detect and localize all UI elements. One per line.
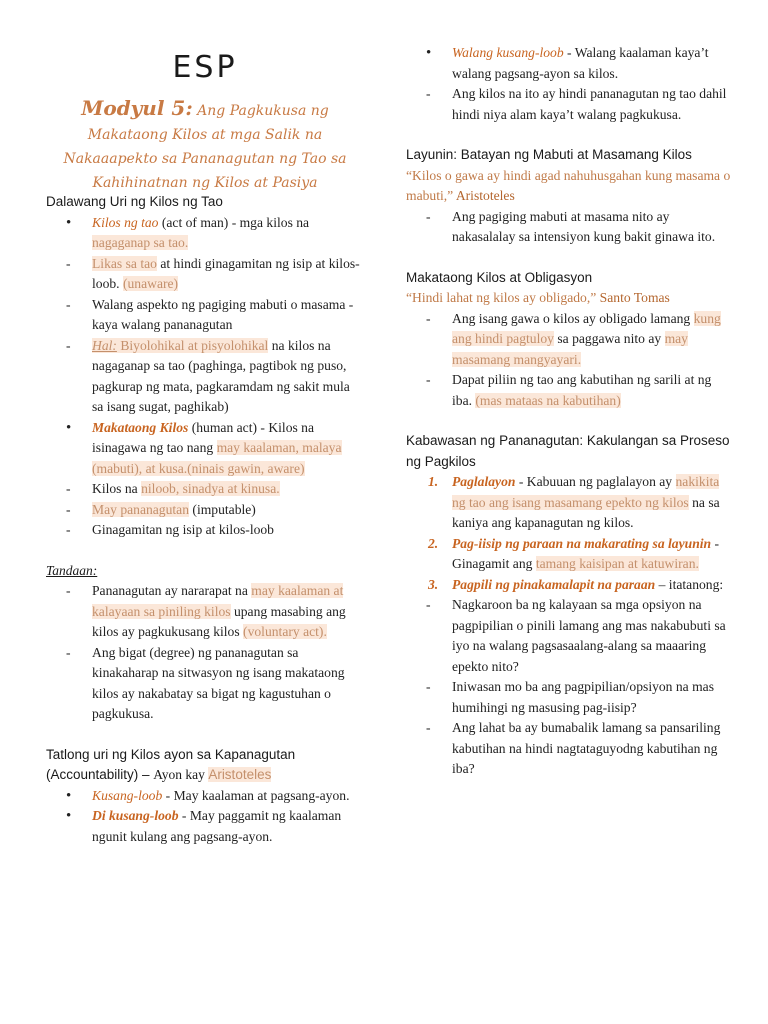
heading-text: Ayon kay	[153, 767, 209, 782]
text: Ang lahat ba ay bumabalik lamang sa pansariling kabutihan na hindi nagtataguyodng kabutihan ng iba?	[452, 720, 721, 776]
term-pag-iisip: Pag-iisip ng paraan na makarating sa layunin	[452, 535, 712, 551]
list-item	[46, 479, 364, 500]
page-title: ESP	[172, 50, 238, 85]
quote-text: “Kilos o gawa ay hindi agad nahuhusgahan kung masama o mabuti,”	[406, 167, 731, 203]
text: - May kaalaman at pagsang-ayon.	[162, 787, 350, 803]
spacer	[406, 411, 732, 431]
spacer	[46, 725, 364, 745]
list-item	[46, 254, 364, 295]
text: - May paggamit ng kaalaman ngunit kulang ang pagsang-ayon.	[92, 808, 342, 844]
quote-santo-tomas	[406, 288, 732, 309]
list-item	[406, 207, 732, 248]
list-item	[46, 295, 364, 336]
highlight: Biyolohikal at pisyolohikal	[116, 337, 269, 353]
quote-aristoteles	[406, 166, 732, 207]
quote-author: Aristoteles	[453, 188, 515, 203]
text: Dapat piliin ng tao ang kabutihan ng sarili at ng iba.	[452, 372, 712, 408]
quote-text: “Hindi lahat ng kilos ay obligado,”	[406, 290, 597, 305]
list-item	[406, 595, 732, 677]
list-item	[46, 213, 364, 254]
section-heading-tatlong-uri	[46, 745, 364, 786]
list-item	[46, 786, 364, 807]
text: - Kabuuan ng paglalayon ay	[515, 474, 676, 489]
text: - Walang kaalaman kaya’t walang pagsang-ayon sa kilos.	[452, 45, 709, 81]
term-paglalayon: Paglalayon	[452, 474, 516, 489]
term-kusang-loob: Kusang-loob	[92, 787, 163, 803]
list-item	[406, 472, 732, 534]
list-item	[406, 370, 732, 411]
list-item	[46, 336, 364, 418]
section-heading-uri: Dalawang Uri ng Kilos ng Tao	[46, 194, 223, 209]
list-item	[46, 581, 364, 643]
text: (act of man) - mga kilos na	[158, 214, 310, 230]
list-item	[406, 677, 732, 718]
heading-text: Tatlong uri ng Kilos ayon sa Kapanagutan (Accountability) –	[46, 746, 296, 782]
text: Ang pagiging mabuti at masama nito ay nakasalalay sa intensiyon kung bakit ginawa ito.	[452, 208, 716, 244]
text: Ang bigat (degree) ng pananagutan sa kinakaharap na sitwasyon ng isang makataong kilos ay nakabatay sa bigat ng kagustuhan o pagkukusa.	[92, 644, 345, 721]
module-title	[52, 96, 358, 195]
term-pagpili: Pagpili ng pinakamalapit na paraan	[452, 576, 656, 592]
text: sa paggawa nito ay	[553, 331, 665, 346]
text: Nagkaroon ba ng kalayaan sa mga opsiyon na pagpipilian o pinili lamang ang mas nakabubuti sa iyo na walang pagsasaalang-alang sa maaaring epekto nito?	[452, 597, 726, 674]
text: Pananagutan ay nararapat na	[92, 583, 252, 598]
right-column	[406, 43, 732, 780]
module-label: Modyul 5:	[81, 96, 193, 120]
text: – itatanong:	[655, 576, 724, 592]
text: Ang kilos na ito ay hindi pananagutan ng tao dahil hindi niya alam kaya’t walang pagkukusa.	[452, 86, 727, 122]
section-heading-kabawasan: Kabawasan ng Pananagutan: Kakulangan sa Proseso ng Pagkilos	[406, 433, 730, 469]
list-proseso	[406, 472, 732, 595]
list-layunin	[406, 207, 732, 248]
list-item	[46, 643, 364, 725]
quote-author: Santo Tomas	[596, 290, 670, 305]
term-makataong-kilos: Makataong Kilos	[92, 419, 189, 435]
highlight: (unaware)	[122, 276, 179, 291]
highlight: Aristoteles	[208, 767, 272, 782]
module-title-text: Ang Pagkukusa ng Makataong Kilos at mga Salik na Nakaaapekto sa Pananagutan ng Tao sa Kahihinatnan ng Kilos at Pasiya	[63, 103, 347, 191]
list-tanong	[406, 595, 732, 780]
highlight: (voluntary act).	[243, 624, 327, 639]
highlight: Likas sa tao	[92, 255, 157, 271]
text: (human act) - Kilos na isinagawa ng tao nang	[92, 419, 315, 455]
spacer	[46, 541, 364, 561]
list-item	[406, 309, 732, 371]
text: Kilos na	[92, 481, 142, 496]
highlight: may kaalaman, malaya (mabuti), at kusa.(ninais gawin, aware)	[92, 440, 342, 476]
list-obligasyon	[406, 309, 732, 412]
text: Walang aspekto ng pagiging mabuti o masama - kaya walang pananagutan	[92, 296, 354, 332]
list-uri-kilos	[46, 213, 364, 541]
spacer	[406, 248, 732, 268]
text: - Ginagamit ang	[452, 535, 720, 571]
list-item	[406, 534, 732, 575]
item-number: 1.	[428, 474, 439, 489]
highlight: nagaganap sa tao.	[92, 235, 189, 250]
left-column	[46, 192, 364, 847]
spacer	[406, 125, 732, 145]
item-number: 3.	[428, 576, 439, 592]
highlight: (mas mataas na kabutihan)	[475, 392, 621, 408]
text: na kilos na nagaganap sa tao (paghinga, pagtibok ng puso, pagkurap ng mata, pagkaramdam ng sakit mula sa isang sugat, paghikab)	[92, 337, 350, 414]
list-item	[406, 718, 732, 780]
list-item	[406, 84, 732, 125]
section-heading-layunin: Layunin: Batayan ng Mabuti at Masamang Kilos	[406, 147, 692, 162]
text: na sa kaniya ang kapanagutan ng kilos.	[452, 494, 720, 530]
highlight: May pananagutan	[92, 501, 190, 517]
list-item	[46, 520, 364, 541]
highlight: tamang kaisipan at katuwiran.	[535, 556, 699, 571]
list-walang-kusang-loob	[406, 43, 732, 125]
term-kilos-ng-tao: Kilos ng tao	[92, 214, 159, 230]
text: Ang isang gawa o kilos ay obligado lamang	[452, 310, 694, 326]
highlight: may masamang mangyayari.	[452, 331, 688, 367]
section-heading-tandaan: Tandaan:	[46, 562, 98, 578]
list-item	[406, 575, 732, 596]
text: at hindi ginagamitan ng isip at kilos-loob.	[92, 255, 360, 291]
term-di-kusang-loob: Di kusang-loob	[92, 808, 179, 823]
text: Iniwasan mo ba ang pagpipilian/opsiyon na mas humihingi ng masusing pag-iisip?	[452, 679, 715, 715]
highlight: niloob, sinadya at kinusa.	[141, 481, 280, 496]
example-label: Hal:	[92, 337, 117, 353]
highlight: nakikita ng tao ang isang masamang epekto ng kilos	[452, 474, 720, 510]
item-number: 2.	[428, 535, 439, 551]
list-item	[46, 500, 364, 521]
list-tandaan	[46, 581, 364, 725]
highlight: may kaalaman at kalayaan sa piniling kilos	[92, 583, 344, 619]
highlight: kung ang hindi pagtuloy	[452, 310, 721, 346]
list-item	[406, 43, 732, 84]
text: upang masabing ang kilos ay pagkukusang kilos	[92, 603, 346, 639]
text: Ginagamitan ng isip at kilos-loob	[92, 522, 274, 537]
list-tatlong-uri	[46, 786, 364, 848]
text: (imputable)	[189, 501, 256, 517]
term-walang-kusang-loob: Walang kusang-loob	[452, 45, 564, 60]
list-item	[46, 806, 364, 847]
list-item	[46, 418, 364, 480]
section-heading-obligasyon: Makataong Kilos at Obligasyon	[406, 269, 593, 285]
